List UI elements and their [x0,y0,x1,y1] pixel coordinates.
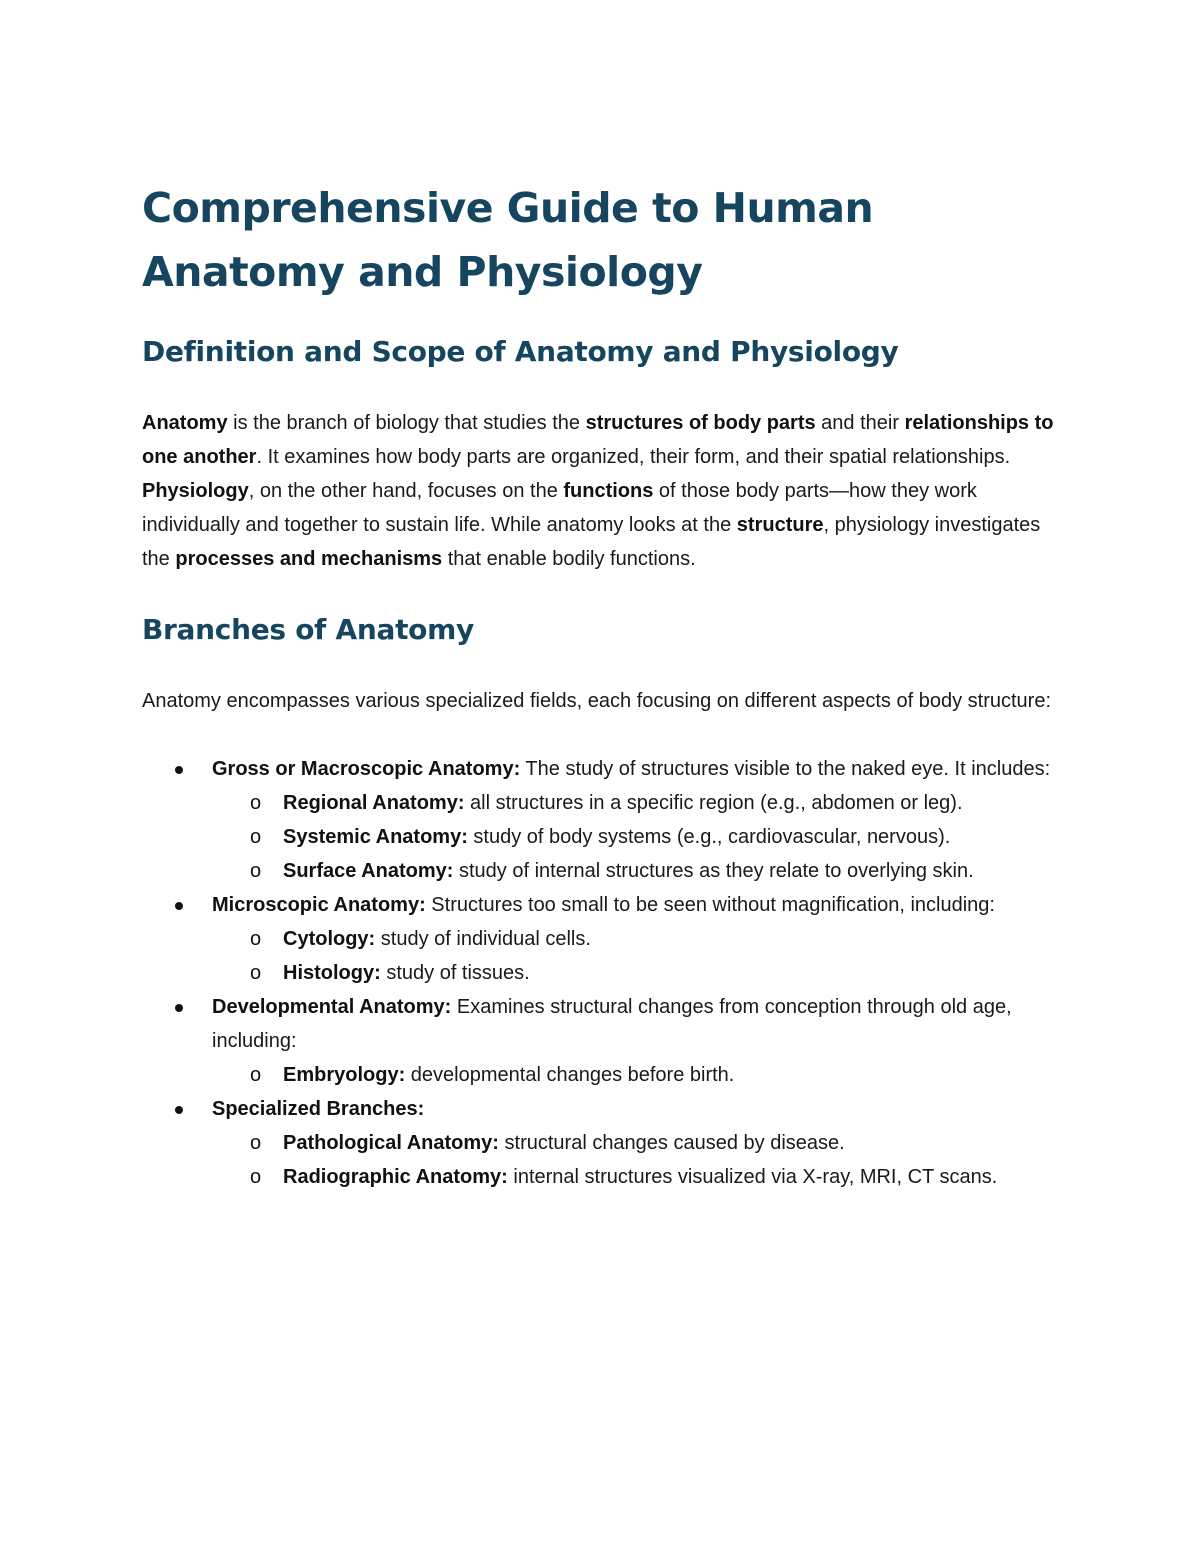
bullet-dot-icon [175,1106,183,1114]
document-title: Comprehensive Guide to Human Anatomy and Physiology [142,184,874,296]
sub-list-item: o Regional Anatomy: all structures in a specific region (e.g., abdomen or leg). [212,786,1062,820]
sub-list-item: o Embryology: developmental changes before birth. [212,1058,1062,1092]
term-structure: structure [736,514,824,536]
sub-list [212,922,1062,990]
sub-list-item: o Pathological Anatomy: structural changes caused by disease. [212,1126,1062,1160]
list-item: Microscopic Anatomy: Structures too small to be seen without magnification, including: o Cytology: study of individual cells. o Histology: study of tissues. [142,888,1062,990]
list-item: Developmental Anatomy: Examines structural changes from conception through old age, including: o Embryology: developmental changes before birth. [142,990,1062,1092]
hollow-bullet-icon: o [250,1166,262,1188]
list-item: Specialized Branches: o Pathological Anatomy: structural changes caused by disease. o Radiographic Anatomy: internal structures visualized via X-ray, MRI, CT scans. [142,1092,1062,1194]
term-physiology: Physiology [142,480,249,502]
hollow-bullet-icon: o [250,860,262,882]
term-functions: functions [563,480,654,502]
hollow-bullet-icon: o [250,962,262,984]
branches-list [142,752,1062,1194]
sub-list [212,1126,1062,1194]
hollow-bullet-icon: o [250,792,262,814]
definition-paragraph: Anatomy is the branch of biology that studies the structures of body parts and their relationships to one another. It examines how body parts are organized, their form, and their spatial relationships. Physiology, on the other hand, focuses on the functions of those body parts—how they work individually and together to sustain life. While anatomy looks at the structure, physiology investigates the processes and mechanisms that enable bodily functions. [142,412,1054,570]
bullet-dot-icon [175,902,183,910]
hollow-bullet-icon: o [250,1064,262,1086]
section-heading-definition: Definition and Scope of Anatomy and Physiology [142,335,899,368]
hollow-bullet-icon: o [250,826,262,848]
document-page [142,176,1062,1194]
bullet-dot-icon [175,1004,183,1012]
sub-list-item: o Radiographic Anatomy: internal structures visualized via X-ray, MRI, CT scans. [212,1160,1062,1194]
sub-list [212,786,1062,888]
branches-intro: Anatomy encompasses various specialized fields, each focusing on different aspects of body structure: [142,690,1052,712]
sub-list-item: o Histology: study of tissues. [212,956,1062,990]
sub-list [212,1058,1062,1092]
bullet-dot-icon [175,766,183,774]
sub-list-item: o Surface Anatomy: study of internal structures as they relate to overlying skin. [212,854,1062,888]
sub-list-item: o Systemic Anatomy: study of body systems (e.g., cardiovascular, nervous). [212,820,1062,854]
term-structures: structures of body parts [585,412,816,434]
list-item: Gross or Macroscopic Anatomy: The study of structures visible to the naked eye. It includes: o Regional Anatomy: all structures in a specific region (e.g., abdomen or leg). o Systemic Anatomy: study of body systems (e.g., cardiovascular, nervous). o Surface Anatomy: study of internal structures as they relate to overlying skin. [142,752,1062,888]
sub-list-item: o Cytology: study of individual cells. [212,922,1062,956]
term-processes: processes and mechanisms [175,548,443,570]
hollow-bullet-icon: o [250,928,262,950]
term-anatomy: Anatomy [142,412,228,434]
section-heading-branches: Branches of Anatomy [142,613,474,646]
hollow-bullet-icon: o [250,1132,262,1154]
term-relationships: relationships to one another [142,412,1054,468]
